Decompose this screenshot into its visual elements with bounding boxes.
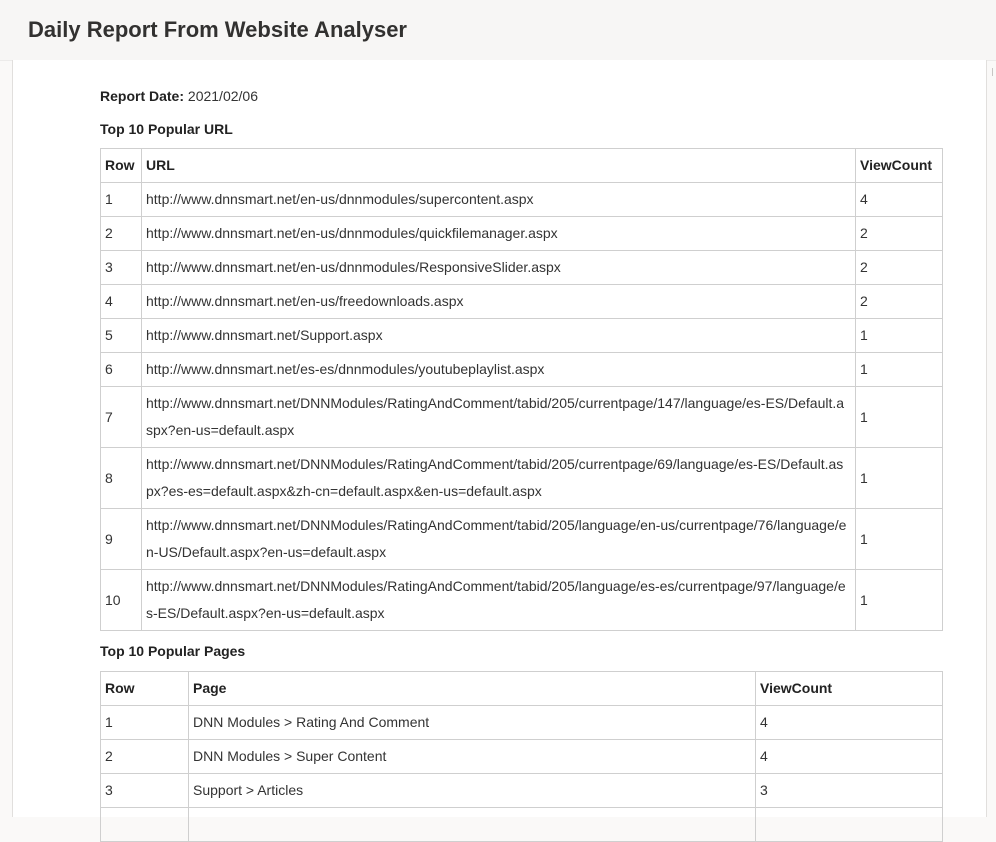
table-row — [101, 570, 943, 631]
url-section-title: Top 10 Popular URL — [100, 121, 233, 137]
viewcount-cell: 4 — [756, 740, 943, 774]
report-date — [100, 88, 258, 104]
viewcount-cell: 4 — [756, 706, 943, 740]
table-header-row — [101, 149, 943, 183]
viewcount-cell: 1 — [856, 448, 943, 509]
viewcount-cell: 1 — [856, 319, 943, 353]
table-header-row — [101, 672, 943, 706]
table-row — [101, 217, 943, 251]
table-row — [101, 285, 943, 319]
table-row — [101, 353, 943, 387]
viewcount-cell: 2 — [856, 217, 943, 251]
table-row — [101, 706, 943, 740]
column-header-row: Row — [101, 149, 142, 183]
table-row — [101, 319, 943, 353]
url-cell: http://www.dnnsmart.net/DNNModules/RatingAndComment/tabid/205/language/es-es/currentpage/97/language/es-ES/Default.aspx?en-us=default.aspx — [142, 570, 856, 631]
row-number: 10 — [101, 570, 142, 631]
scrollbar-marker[interactable] — [992, 68, 993, 76]
row-number — [101, 808, 189, 842]
row-number: 5 — [101, 319, 142, 353]
column-header-row: Row — [101, 672, 189, 706]
url-cell: http://www.dnnsmart.net/en-us/dnnmodules/ResponsiveSlider.aspx — [142, 251, 856, 285]
column-header-viewcount: ViewCount — [856, 149, 943, 183]
row-number: 1 — [101, 183, 142, 217]
viewcount-cell: 2 — [856, 251, 943, 285]
page-cell: Support > Articles — [189, 774, 756, 808]
pages-table — [100, 671, 943, 842]
page-cell — [189, 808, 756, 842]
row-number: 8 — [101, 448, 142, 509]
url-cell: http://www.dnnsmart.net/en-us/freedownloads.aspx — [142, 285, 856, 319]
url-cell: http://www.dnnsmart.net/en-us/dnnmodules/supercontent.aspx — [142, 183, 856, 217]
row-number: 9 — [101, 509, 142, 570]
row-number: 1 — [101, 706, 189, 740]
table-row — [101, 774, 943, 808]
table-row — [101, 808, 943, 842]
table-row — [101, 448, 943, 509]
table-row — [101, 183, 943, 217]
page-title: Daily Report From Website Analyser — [28, 17, 407, 42]
viewcount-cell: 1 — [856, 570, 943, 631]
url-cell: http://www.dnnsmart.net/DNNModules/RatingAndComment/tabid/205/currentpage/69/language/es-ES/Default.aspx?es-es=default.aspx&zh-cn=default.aspx&en-us=default.aspx — [142, 448, 856, 509]
table-row — [101, 740, 943, 774]
viewcount-cell: 1 — [856, 353, 943, 387]
row-number: 2 — [101, 740, 189, 774]
row-number: 7 — [101, 387, 142, 448]
table-row — [101, 509, 943, 570]
column-header-viewcount: ViewCount — [756, 672, 943, 706]
table-row — [101, 251, 943, 285]
viewcount-cell: 1 — [856, 509, 943, 570]
row-number: 4 — [101, 285, 142, 319]
url-cell: http://www.dnnsmart.net/DNNModules/RatingAndComment/tabid/205/language/en-us/currentpage/76/language/en-US/Default.aspx?en-us=default.aspx — [142, 509, 856, 570]
row-number: 3 — [101, 251, 142, 285]
viewcount-cell: 3 — [756, 774, 943, 808]
column-header-url: URL — [142, 149, 856, 183]
url-cell: http://www.dnnsmart.net/DNNModules/RatingAndComment/tabid/205/currentpage/147/language/es-ES/Default.aspx?en-us=default.aspx — [142, 387, 856, 448]
report-date-value: 2021/02/06 — [187, 88, 258, 104]
url-table — [100, 148, 943, 631]
url-cell: http://www.dnnsmart.net/es-es/dnnmodules/youtubeplaylist.aspx — [142, 353, 856, 387]
page-cell: DNN Modules > Rating And Comment — [189, 706, 756, 740]
viewcount-cell: 4 — [856, 183, 943, 217]
viewcount-cell: 2 — [856, 285, 943, 319]
page-cell: DNN Modules > Super Content — [189, 740, 756, 774]
viewcount-cell — [756, 808, 943, 842]
report-header — [0, 0, 996, 61]
row-number: 2 — [101, 217, 142, 251]
pages-section-title: Top 10 Popular Pages — [100, 643, 246, 659]
report-date-label: Report Date: — [100, 88, 185, 104]
column-header-page: Page — [189, 672, 756, 706]
url-cell: http://www.dnnsmart.net/Support.aspx — [142, 319, 856, 353]
row-number: 3 — [101, 774, 189, 808]
table-row — [101, 387, 943, 448]
row-number: 6 — [101, 353, 142, 387]
viewcount-cell: 1 — [856, 387, 943, 448]
url-cell: http://www.dnnsmart.net/en-us/dnnmodules/quickfilemanager.aspx — [142, 217, 856, 251]
